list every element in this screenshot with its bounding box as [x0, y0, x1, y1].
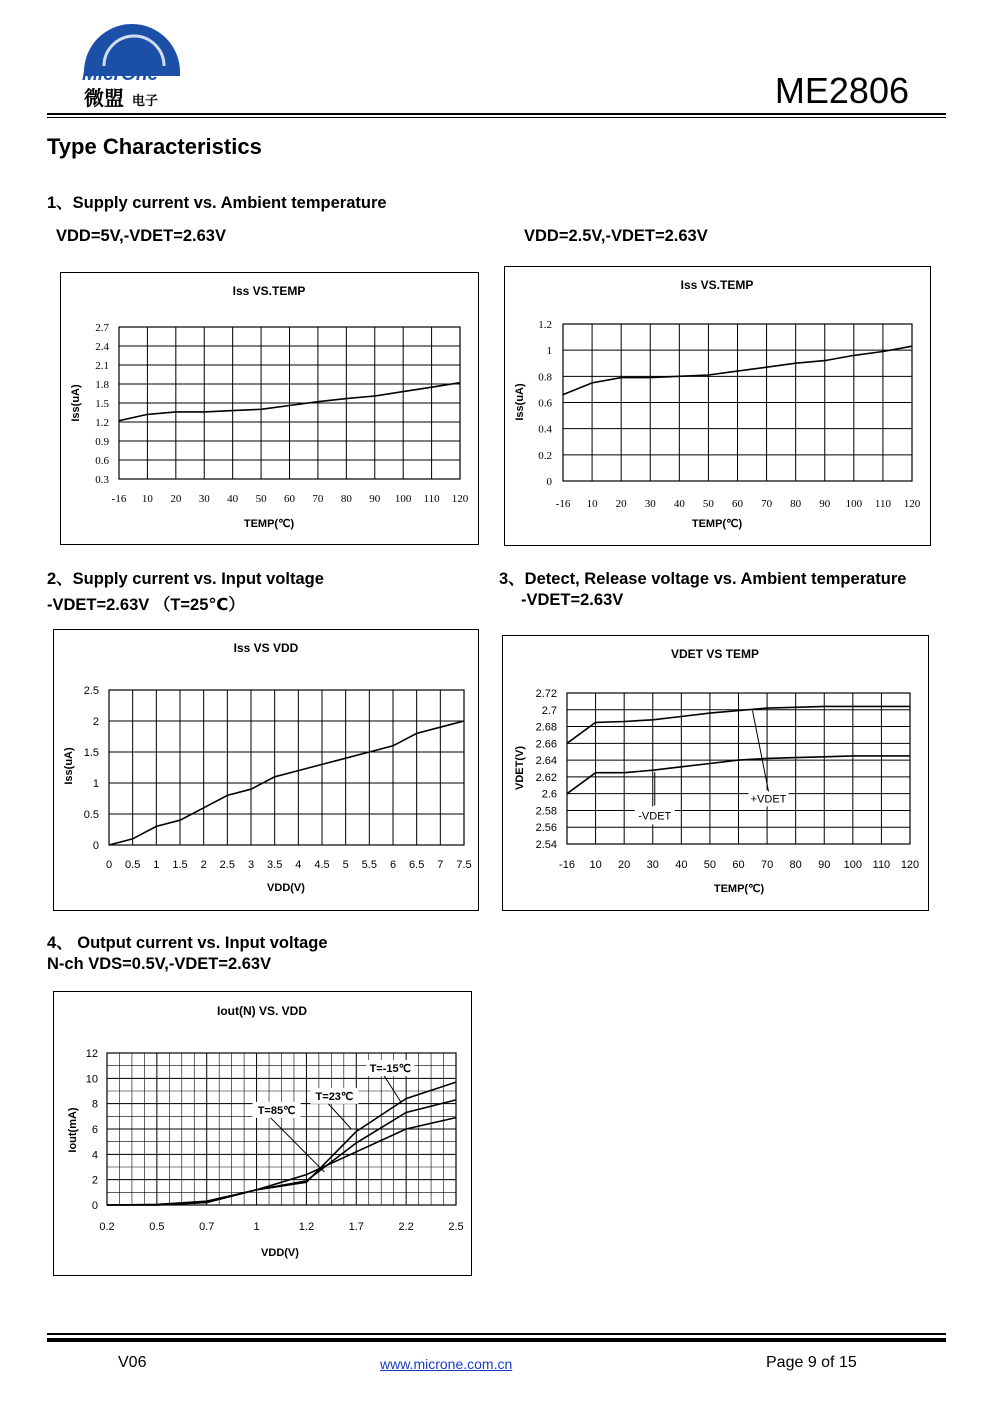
x-tick-label: 2.2: [398, 1221, 414, 1233]
x-tick-label: 30: [644, 498, 656, 510]
footer-rule-thick: [47, 1338, 946, 1342]
x-tick-label: -16: [111, 493, 127, 505]
chart-iss-temp-5v-svg: [61, 273, 478, 544]
x-tick-label: 40: [227, 493, 239, 505]
annotation-arrow: [271, 1118, 325, 1172]
y-tick-label: 0.3: [95, 474, 109, 486]
x-tick-label: 0.5: [125, 859, 141, 871]
y-tick-label: 1.5: [83, 747, 99, 759]
annotation-plus-vdet: +VDET: [750, 793, 787, 806]
x-tick-label: 6.5: [409, 859, 425, 871]
x-tick-label: 1: [253, 1221, 260, 1233]
section2-title: 2、Supply current vs. Input voltage: [47, 570, 324, 588]
x-tick-label: 50: [703, 859, 717, 871]
x-tick-label: 1.7: [348, 1221, 364, 1233]
y-tick-label: 0: [91, 1200, 98, 1212]
x-tick-label: 40: [675, 859, 688, 871]
annotation-temp-label: T=23℃: [315, 1090, 354, 1103]
x-axis-label: TEMP(℃): [243, 518, 295, 530]
x-tick-label: 5.5: [361, 859, 377, 871]
y-axis-label: Iss(uA): [63, 747, 75, 785]
y-axis-label: VDET(V): [514, 746, 526, 790]
x-axis-label: VDD(V): [261, 1247, 299, 1259]
y-tick-label: 1: [92, 778, 99, 790]
y-tick-label: 6: [91, 1124, 98, 1136]
annotation-minus-vdet: -VDET: [638, 810, 672, 823]
x-tick-label: 20: [618, 859, 631, 871]
chart-iss-temp-25v-svg: [505, 267, 930, 545]
y-axis-label: Iout(mA): [67, 1107, 79, 1153]
y-tick-label: 2.6: [541, 788, 557, 801]
x-tick-label: 90: [369, 493, 381, 505]
y-tick-label: 2.58: [535, 805, 557, 818]
x-tick-label: 120: [903, 498, 921, 510]
x-tick-label: -16: [555, 498, 571, 510]
y-tick-label: 1.2: [95, 417, 109, 429]
x-tick-label: 4.5: [314, 859, 330, 871]
x-tick-label: -16: [559, 859, 575, 871]
y-tick-label: 0.5: [83, 809, 99, 821]
x-tick-label: 120: [451, 493, 469, 505]
x-tick-label: 100: [394, 493, 412, 505]
chart-vdet-temp-svg: [503, 636, 928, 910]
x-tick-label: 50: [255, 493, 267, 505]
chart-iss-vdd-svg: [54, 630, 478, 910]
x-tick-label: 2: [200, 859, 207, 871]
y-tick-label: 1.2: [538, 319, 552, 331]
x-axis-label: VDD(V): [267, 882, 305, 894]
x-tick-label: 7: [437, 859, 444, 871]
y-axis-label: Iss(uA): [70, 384, 82, 422]
y-tick-label: 12: [85, 1048, 98, 1060]
y-tick-label: 0.8: [538, 371, 552, 384]
header-rule: [47, 113, 946, 115]
page-title: Type Characteristics: [47, 134, 262, 159]
chart-iss-temp-5v: [60, 272, 479, 545]
x-tick-label: 20: [615, 498, 627, 510]
x-tick-label: 60: [732, 498, 743, 510]
y-tick-label: 1: [546, 345, 552, 358]
y-tick-label: 2.54: [535, 839, 557, 851]
annotation-temp-label: T=-15℃: [369, 1063, 411, 1075]
chart-title: Iout(N) VS. VDD: [217, 1004, 307, 1018]
section2-condition: -VDET=2.63V （T=25℃）: [47, 596, 245, 614]
y-tick-label: 0.6: [95, 455, 109, 467]
section1-left-condition: VDD=5V,-VDET=2.63V: [56, 227, 226, 245]
y-tick-label: 0.2: [538, 449, 552, 462]
x-tick-label: 110: [872, 859, 891, 871]
x-tick-label: 30: [198, 493, 210, 505]
chart-iout-vdd-svg: [54, 992, 471, 1275]
section1-right-condition: VDD=2.5V,-VDET=2.63V: [524, 227, 708, 245]
section4-title: 4、 Output current vs. Input voltage: [47, 934, 328, 952]
x-tick-label: 50: [702, 498, 714, 510]
y-tick-label: 0.6: [538, 397, 552, 410]
annotation-temp-label: T=85℃: [257, 1104, 296, 1117]
y-tick-label: 0.9: [95, 436, 109, 448]
y-tick-label: 2.7: [95, 322, 109, 334]
x-tick-label: 1.2: [298, 1221, 315, 1233]
x-tick-label: 90: [819, 498, 831, 510]
x-tick-label: 100: [845, 498, 863, 510]
y-tick-label: 2: [92, 716, 99, 728]
chart-title: Iss VS.TEMP: [232, 284, 306, 298]
chart-iss-temp-25v: [504, 266, 931, 546]
y-tick-label: 0: [546, 476, 552, 488]
x-tick-label: 60: [284, 493, 295, 505]
chart-vdet-temp: [502, 635, 929, 911]
x-tick-label: 1.5: [172, 859, 188, 871]
footer-page: Page 9 of 15: [766, 1354, 857, 1371]
part-number: ME2806: [774, 70, 909, 111]
y-tick-label: 2.64: [535, 755, 557, 768]
x-tick-label: 3.5: [267, 859, 283, 871]
section4-condition: N-ch VDS=0.5V,-VDET=2.63V: [47, 955, 272, 973]
annotation-arrow: [384, 1076, 401, 1102]
chart-iss-vdd: [53, 629, 479, 911]
x-tick-label: 80: [790, 498, 802, 510]
plot-area: [109, 690, 464, 845]
logo-cn: 微盟: [84, 88, 124, 110]
footer-url-link[interactable]: www.microne.com.cn: [380, 1356, 513, 1372]
y-tick-label: 2.66: [535, 738, 557, 751]
y-tick-label: 2.1: [95, 360, 109, 372]
x-tick-label: 2.5: [448, 1221, 464, 1233]
microne-logo: [78, 14, 188, 114]
y-tick-label: 2: [91, 1174, 98, 1187]
y-tick-label: 2.4: [95, 341, 109, 353]
header-rule-thin: [47, 117, 946, 118]
y-tick-label: 0.4: [538, 423, 552, 436]
x-tick-label: 110: [874, 498, 891, 510]
y-tick-label: 2.68: [535, 721, 557, 734]
x-tick-label: 20: [170, 493, 182, 505]
logo-text: MicrOne: [82, 64, 159, 85]
y-tick-label: 2.7: [541, 704, 557, 717]
y-tick-label: 2.5: [83, 685, 99, 697]
x-tick-label: 40: [673, 498, 685, 510]
x-tick-label: 3: [247, 859, 255, 871]
chart-title: Iss VS.TEMP: [680, 278, 754, 292]
x-tick-label: 2.5: [219, 859, 235, 871]
x-tick-label: 0.2: [99, 1221, 115, 1233]
x-tick-label: 10: [586, 498, 598, 510]
x-tick-label: 80: [340, 493, 352, 505]
x-tick-label: 0.7: [199, 1221, 215, 1233]
y-axis-label: Iss(uA): [514, 383, 526, 421]
x-tick-label: 100: [843, 859, 863, 871]
y-tick-label: 2.62: [535, 771, 557, 784]
section3-condition: -VDET=2.63V: [521, 591, 624, 609]
x-tick-label: 110: [423, 493, 440, 505]
x-axis-label: TEMP(℃): [691, 518, 743, 530]
x-tick-label: 6: [389, 859, 397, 871]
annotation-arrow: [753, 711, 769, 792]
x-tick-label: 30: [646, 859, 659, 871]
x-tick-label: 0.5: [149, 1221, 165, 1233]
x-tick-label: 10: [141, 493, 153, 505]
chart-title: Iss VS VDD: [233, 641, 299, 655]
x-tick-label: 0: [105, 859, 113, 871]
x-tick-label: 70: [761, 498, 773, 510]
x-tick-label: 1: [153, 859, 160, 871]
x-tick-label: 70: [760, 859, 774, 871]
x-tick-label: 4: [295, 859, 302, 871]
y-tick-label: 0: [92, 840, 99, 852]
footer-rule: [47, 1333, 946, 1335]
y-tick-label: 10: [85, 1073, 98, 1086]
y-tick-label: 4: [91, 1149, 98, 1162]
x-tick-label: 120: [900, 859, 920, 871]
x-tick-label: 7.5: [456, 859, 472, 871]
chart-iout-vdd: [53, 991, 472, 1276]
x-tick-label: 60: [732, 859, 745, 871]
x-axis-label: TEMP(℃): [713, 883, 765, 895]
x-tick-label: 80: [789, 859, 802, 871]
x-tick-label: 90: [818, 859, 831, 871]
section3-title: 3、Detect, Release voltage vs. Ambient temperature: [499, 570, 907, 588]
x-tick-label: 10: [589, 859, 602, 871]
x-tick-label: 70: [312, 493, 324, 505]
y-tick-label: 2.72: [535, 688, 557, 700]
footer-version: V06: [118, 1354, 147, 1371]
y-tick-label: 2.56: [535, 822, 557, 835]
y-tick-label: 1.8: [95, 379, 109, 391]
x-tick-label: 5: [342, 859, 349, 871]
y-tick-label: 1.5: [95, 398, 109, 410]
logo-cn-small: 电子: [132, 93, 159, 108]
section1-title: 1、Supply current vs. Ambient temperature: [47, 194, 387, 212]
chart-title: VDET VS TEMP: [670, 647, 760, 661]
y-tick-label: 8: [91, 1098, 98, 1111]
